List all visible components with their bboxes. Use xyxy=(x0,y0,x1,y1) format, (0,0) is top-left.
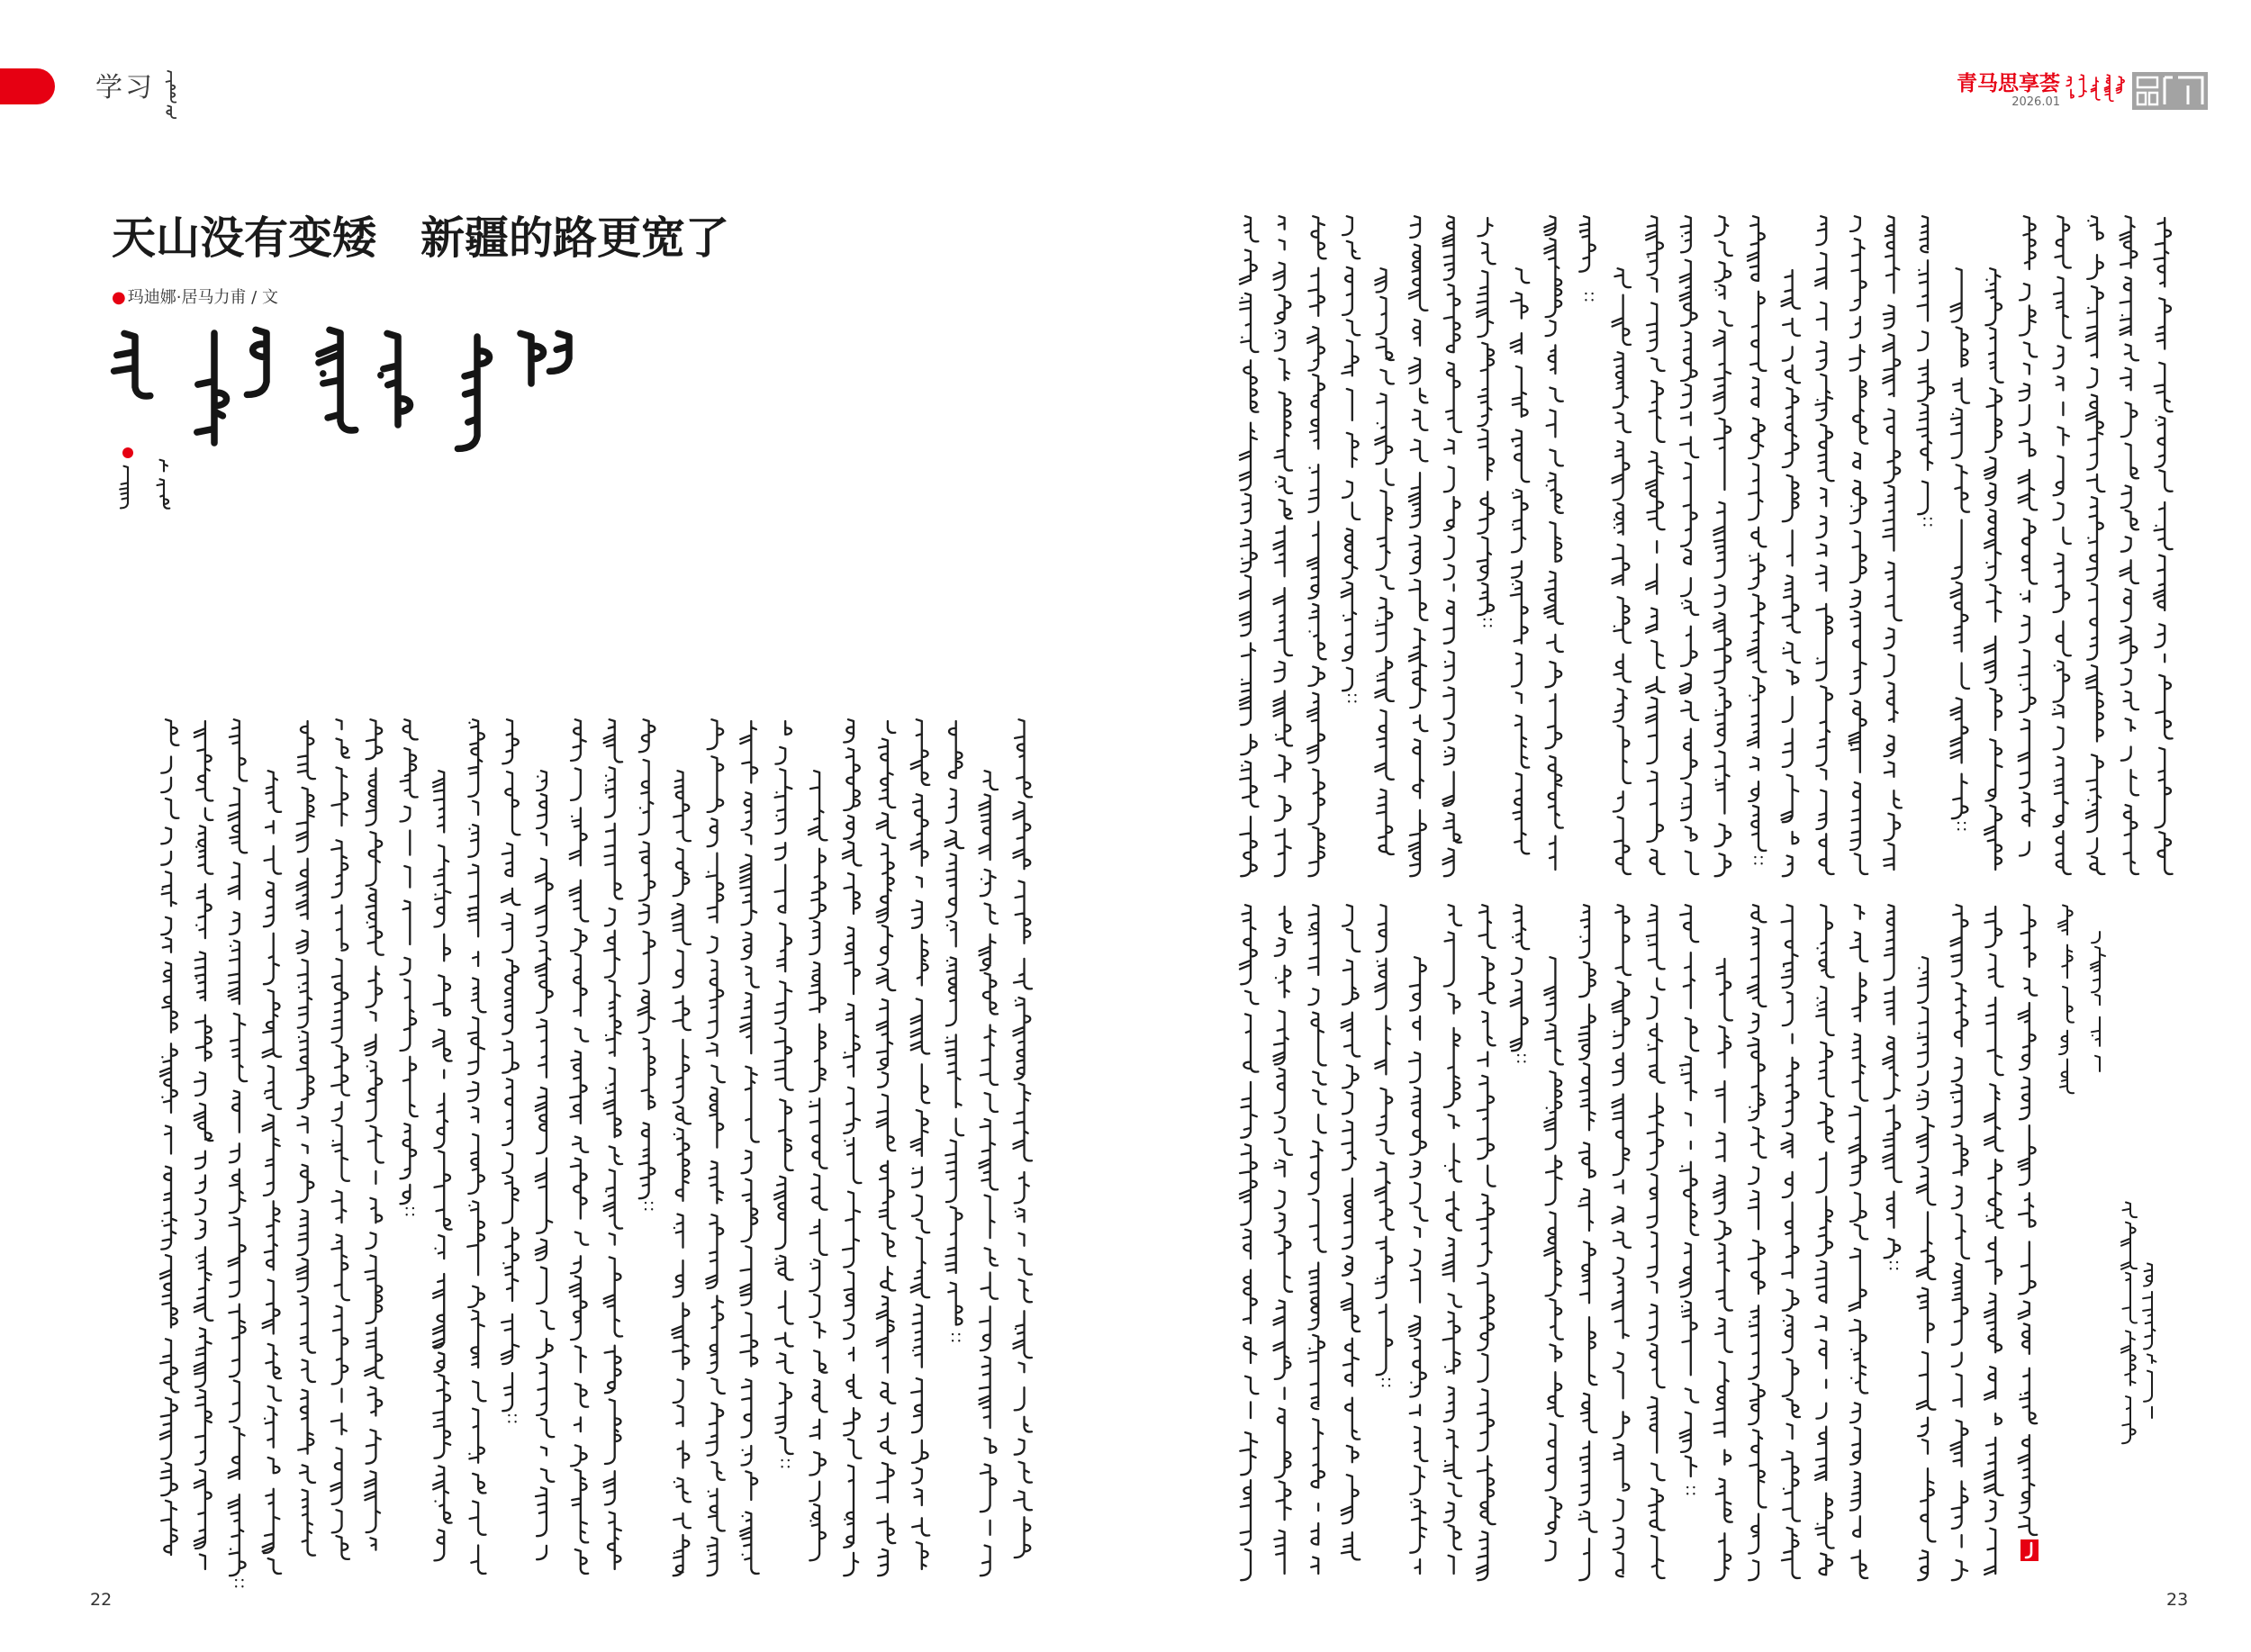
mongolian-text-column xyxy=(2019,905,2037,1535)
mongolian-text-column xyxy=(1274,216,1292,876)
mongolian-title-word xyxy=(197,333,227,443)
mongolian-text-column xyxy=(2086,216,2104,874)
mongolian-text-column xyxy=(1511,268,1529,853)
mongolian-text-column xyxy=(1579,216,1596,300)
mongolian-text-column xyxy=(1984,268,2002,870)
mongolian-text-column xyxy=(774,721,792,1467)
mongolian-text-column xyxy=(1443,216,1461,876)
brand-mongolian-column xyxy=(2092,77,2100,100)
mongolian-text-column xyxy=(2053,216,2071,874)
mongolian-text-column xyxy=(1409,216,1427,876)
issue-number: 2026.01 xyxy=(2011,95,2060,109)
mongolian-text-column xyxy=(2019,216,2037,855)
byline-bullet: ● xyxy=(112,288,126,307)
mongolian-text-column xyxy=(1342,905,1360,1559)
mongolian-text-column xyxy=(1409,957,1427,1574)
mongolian-text-column xyxy=(1951,268,1969,829)
mongolian-text-column xyxy=(673,771,691,1575)
mongolian-author xyxy=(120,447,169,509)
mongolian-author-column xyxy=(120,466,128,509)
mongolian-text-column xyxy=(1544,216,1562,870)
end-mark xyxy=(2020,1539,2039,1561)
mongolian-text-column xyxy=(433,771,451,1560)
brand-logo xyxy=(2132,72,2208,110)
mongolian-text-column xyxy=(1477,218,1495,626)
mongolian-text-column xyxy=(1308,905,1326,1574)
section-label-mongolian xyxy=(167,71,176,118)
mongolian-text-column xyxy=(365,719,383,1549)
mongolian-title-word xyxy=(247,329,267,394)
mongolian-text-column xyxy=(809,771,827,1560)
mongolian-text-column xyxy=(604,719,622,1569)
right-page-source-note xyxy=(2058,906,2156,1444)
mongolian-text-column xyxy=(1713,216,1731,876)
mongolian-text-column xyxy=(1375,268,1393,854)
mongolian-text-column xyxy=(1307,216,1325,876)
mongolian-note-column xyxy=(2091,932,2105,1071)
mongolian-text-column xyxy=(1815,905,1833,1575)
mongolian-text-column xyxy=(1646,216,1664,874)
mongolian-title-word xyxy=(549,333,569,371)
mongolian-text-column xyxy=(1240,216,1258,876)
mongolian-text-column xyxy=(1917,216,1934,525)
mongolian-text-column xyxy=(1274,907,1292,1574)
mongolian-text-column xyxy=(843,719,861,1575)
mongolian-text-column xyxy=(1849,216,1867,874)
mongolian-text-column xyxy=(1613,905,1631,1576)
mongolian-text-column xyxy=(1613,268,1631,874)
right-page-body-text-upper xyxy=(1240,216,2173,876)
mongolian-text-column xyxy=(1951,905,1969,1580)
mongolian-text-column xyxy=(1782,270,1800,876)
mongolian-text-column xyxy=(1511,905,1529,1061)
mongolian-note-column xyxy=(2121,1203,2137,1444)
mongolian-text-column xyxy=(1748,216,1766,863)
mongolian-text-column xyxy=(1917,957,1935,1580)
mongolian-text-column xyxy=(570,719,588,1574)
mongolian-text-column xyxy=(1240,905,1258,1580)
brand-mongolian-column xyxy=(2105,75,2113,101)
mongolian-title-word xyxy=(381,333,411,425)
mongolian-text-column xyxy=(1782,905,1800,1578)
mongolian-text-column xyxy=(1815,216,1833,874)
mongolian-text-column xyxy=(1883,216,1901,870)
mongolian-text-column xyxy=(194,721,212,1569)
mongolian-text-column xyxy=(1342,216,1360,701)
brand-mongolian-column xyxy=(2079,75,2086,96)
byline-author: 玛迪娜·居马力甫 / 文 xyxy=(127,288,278,307)
mongolian-text-column xyxy=(1443,905,1461,1574)
mongolian-title-word xyxy=(457,337,489,448)
mongolian-text-column xyxy=(1477,905,1495,1580)
mongolian-text-column xyxy=(1984,907,2002,1575)
mongolian-text-column xyxy=(2120,216,2138,874)
mongolian-text-column xyxy=(1713,959,1731,1580)
mongolian-text-column xyxy=(911,719,929,1569)
mongolian-text-column xyxy=(229,719,247,1586)
mongolian-text-column xyxy=(2154,218,2172,874)
mongolian-text-column xyxy=(1375,905,1393,1386)
mongolian-text-column xyxy=(945,721,963,1341)
author-bullet xyxy=(122,447,133,458)
mongolian-text-column xyxy=(1647,905,1665,1578)
mongolian-text-column xyxy=(1680,905,1698,1494)
mongolian-text-column xyxy=(1014,719,1032,1557)
mongolian-text-column xyxy=(1680,216,1698,874)
mongolian-text-column xyxy=(502,719,520,1422)
mongolian-text-column xyxy=(877,721,895,1575)
mongolian-title-word xyxy=(114,333,150,396)
page-number-left: 22 xyxy=(90,1590,113,1610)
brand-mongolian xyxy=(2066,75,2124,101)
brand-mongolian-column xyxy=(2066,77,2074,98)
mongolian-text-column xyxy=(401,719,418,1214)
mongolian-note-column xyxy=(2058,906,2074,1094)
mongolian-note-column xyxy=(2143,1264,2156,1419)
page-number-right: 23 xyxy=(2166,1590,2189,1610)
brand-name: 青马思享荟 xyxy=(1957,72,2060,95)
mongolian-text-column xyxy=(706,719,724,1575)
mongolian-text-column xyxy=(297,721,315,1556)
section-label: 学习 xyxy=(95,72,155,104)
left-page-body-text xyxy=(160,719,1032,1586)
right-page-body-text-lower xyxy=(1240,905,2037,1580)
mongolian-text-column xyxy=(980,771,998,1575)
mongolian-label-column xyxy=(167,71,176,118)
mongolian-text-column xyxy=(1849,905,1867,1578)
mongolian-text-column xyxy=(263,771,281,1574)
mongolian-text-column xyxy=(536,771,554,1559)
brand-mongolian-column xyxy=(2117,77,2125,93)
mongolian-author-column xyxy=(158,460,170,509)
mongolian-title-word xyxy=(520,333,544,384)
mongolian-text-column xyxy=(467,719,485,1574)
mongolian-text-column xyxy=(1748,905,1766,1580)
mongolian-text-column xyxy=(160,719,178,1555)
article-title: 天山没有变矮 新疆的路更宽了 xyxy=(112,212,730,264)
mongolian-text-column xyxy=(331,719,349,1559)
mongolian-text-column xyxy=(1883,905,1901,1268)
mongolian-text-column xyxy=(638,719,655,1209)
mongolian-title xyxy=(114,329,569,448)
mongolian-text-column xyxy=(1578,905,1596,1580)
mongolian-title-word xyxy=(319,329,356,430)
mongolian-text-column xyxy=(740,721,758,1574)
mongolian-text-column xyxy=(1544,957,1562,1560)
